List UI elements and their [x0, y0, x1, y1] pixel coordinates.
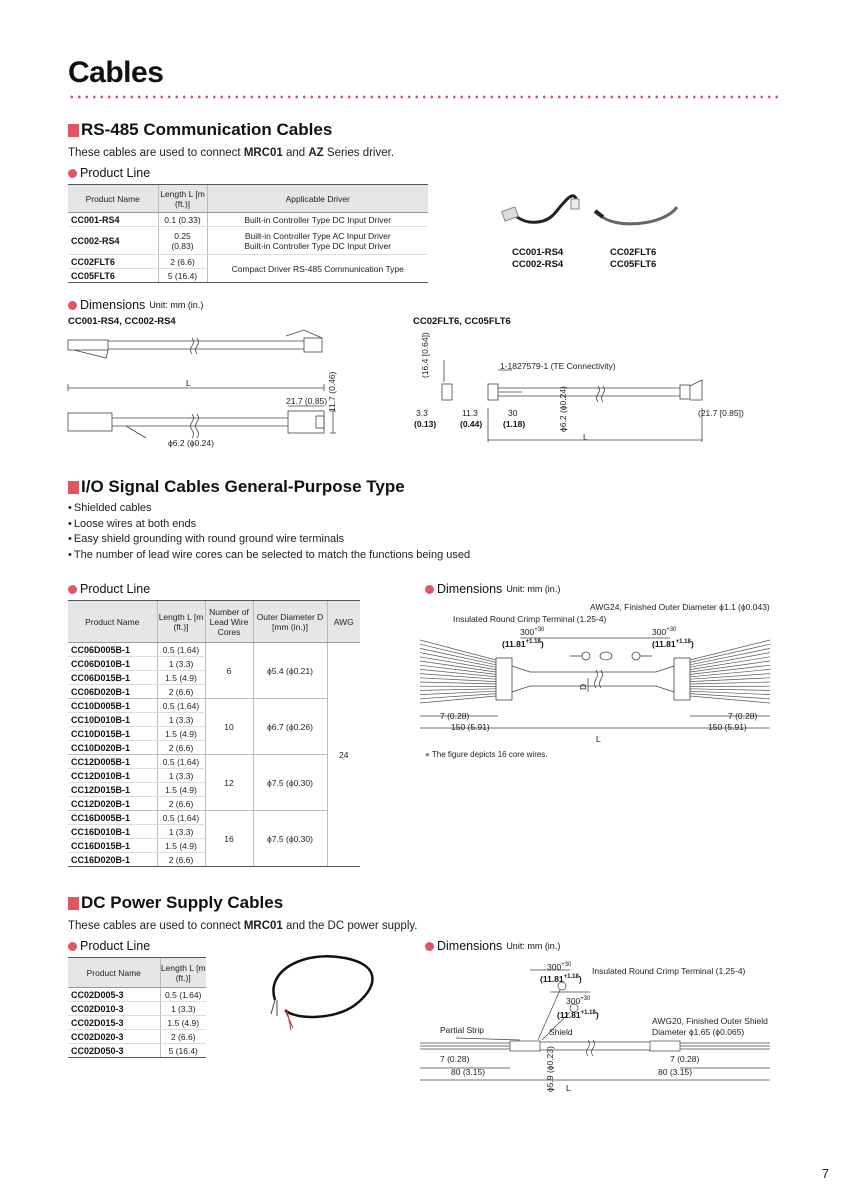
- connector-label: 1-1827579-1 (TE Connectivity): [500, 361, 616, 371]
- dim-length: 21.7 (0.85): [286, 396, 328, 406]
- red-dot-icon: [68, 585, 77, 594]
- col-header: Applicable Driver: [207, 185, 428, 213]
- col-header: Length L [m (ft.)]: [158, 185, 207, 213]
- io-heading: I/O Signal Cables General-Purpose Type: [68, 477, 405, 497]
- dotted-divider: [68, 95, 783, 99]
- dim-c-in: (1.18): [503, 419, 526, 429]
- col-header: AWG: [327, 601, 360, 643]
- rs485-product-line-heading: Product Line: [68, 166, 150, 180]
- dc-heading: DC Power Supply Cables: [68, 893, 283, 913]
- red-dot-icon: [68, 942, 77, 951]
- dc-description: These cables are used to connect MRC01 and the DC power supply.: [68, 920, 418, 932]
- dim-150-left: 150 (5.91): [451, 722, 490, 732]
- dc-dim-300-b: $300^{+30}$: [566, 996, 591, 1006]
- photo-label: CC001-RS4: [512, 247, 564, 258]
- dim-D: D: [578, 683, 588, 690]
- table-row: CC12D005B-1 0.5 (1.64) 12 ϕ7.5 (ϕ0.30): [68, 755, 360, 769]
- dim-300-in-left: $(11.81^{+1.18})$: [502, 639, 544, 649]
- dim-b: 11.3: [462, 408, 478, 418]
- dc-dim-strip-right: 7 (0.28): [670, 1054, 700, 1064]
- dim-height: 11.7 (0.46): [327, 371, 337, 412]
- list-item: • Loose wires at both ends: [68, 517, 470, 533]
- shield-label: Shield: [549, 1027, 573, 1037]
- dc-dim-80-left: 80 (3.15): [451, 1067, 486, 1077]
- io-product-line-heading: Product Line: [68, 582, 150, 596]
- list-item: • The number of lead wire cores can be selected to match the functions being used: [68, 548, 470, 564]
- page-title: Cables: [68, 56, 164, 89]
- dim-L: L: [186, 378, 191, 388]
- dim-300-left: $300^{+30}$: [520, 627, 545, 637]
- dim-height-right: (16.4 [0.64]): [420, 332, 430, 378]
- red-dot-icon: [68, 169, 77, 178]
- dim-300-right: $300^{+30}$: [652, 627, 677, 637]
- io-product-table: [68, 600, 360, 867]
- photo-label: CC02FLT6: [610, 247, 657, 258]
- table-row: CC06D005B-1 0.5 (1.64) 6 ϕ5.4 (ϕ0.21) 24: [68, 643, 360, 657]
- table-row: CC12D015B-1 1.5 (4.9): [68, 783, 360, 797]
- dim-title-left: CC001-RS4, CC002-RS4: [68, 316, 176, 327]
- dim-a-in: (0.13): [414, 419, 437, 429]
- dc-dim-300-a-in: $(11.81^{+1.18})$: [540, 974, 582, 984]
- table-row: CC02D050-3 5 (16.4): [68, 1044, 206, 1058]
- table-row: CC002-RS4 0.25 (0.83) Built-in Controller Type AC Input Driver Built-in Controller Type DC Input Driver: [68, 227, 428, 255]
- rs485-description: These cables are used to connect MRC01 and AZ Series driver.: [68, 147, 395, 159]
- table-row: CC12D020B-1 2 (6.6): [68, 797, 360, 811]
- col-header: Length L [m (ft.)]: [157, 601, 205, 643]
- col-header: Product Name: [68, 601, 157, 643]
- col-header: Product Name: [68, 185, 158, 213]
- dc-cable-photo: [265, 950, 380, 1035]
- rs485-dimensions-heading: Dimensions Unit: mm (in.): [68, 298, 203, 312]
- table-row: CC06D015B-1 1.5 (4.9): [68, 671, 360, 685]
- dim-L-right: L: [583, 432, 588, 442]
- photo-label: CC002-RS4: [512, 259, 564, 270]
- col-header: Outer Diameter D [mm (in.)]: [253, 601, 327, 643]
- red-dot-icon: [425, 942, 434, 951]
- col-header: Product Name: [68, 958, 160, 988]
- dim-L-io: L: [596, 734, 601, 744]
- table-row: CC06D020B-1 2 (6.6): [68, 685, 360, 699]
- red-square-icon: [68, 124, 79, 137]
- table-row: CC02D020-3 2 (6.6): [68, 1030, 206, 1044]
- table-row: CC10D005B-1 0.5 (1.64) 10 ϕ6.7 (ϕ0.26): [68, 699, 360, 713]
- io-figure-note: ● The figure depicts 16 core wires.: [425, 750, 548, 759]
- table-row: CC16D005B-1 0.5 (1.64) 16 ϕ7.5 (ϕ0.30): [68, 811, 360, 825]
- dc-dim-300-b-in: $(11.81^{+1.18})$: [557, 1010, 599, 1020]
- table-row: CC10D015B-1 1.5 (4.9): [68, 727, 360, 741]
- table-row: CC05FLT6 5 (16.4): [68, 269, 428, 283]
- table-row: CC10D020B-1 2 (6.6): [68, 741, 360, 755]
- dc-awg-label-a: AWG20, Finished Outer Shield: [652, 1016, 768, 1026]
- dim-end: (21.7 [0.85]): [698, 408, 744, 418]
- dim-300-in-right: $(11.81^{+1.18})$: [652, 639, 694, 649]
- dim-150-right: 150 (5.91): [708, 722, 747, 732]
- dim-c: 30: [508, 408, 518, 418]
- red-square-icon: [68, 897, 79, 910]
- table-row: CC16D020B-1 2 (6.6): [68, 853, 360, 867]
- dim-diameter: ϕ6.2 (ϕ0.24): [168, 438, 214, 448]
- dim-dia-right: ϕ6.2 (ϕ0.24): [558, 386, 568, 432]
- table-row: CC16D010B-1 1 (3.3): [68, 825, 360, 839]
- red-dot-icon: [425, 585, 434, 594]
- dc-dim-dia: ϕ5.9 (ϕ0.23): [545, 1046, 555, 1092]
- dc-awg-label-b: Diameter ϕ1.65 (ϕ0.065): [652, 1027, 745, 1037]
- table-row: CC06D010B-1 1 (3.3): [68, 657, 360, 671]
- dim-strip-left: 7 (0.28): [440, 711, 470, 721]
- table-row: CC02FLT6 2 (6.6) Compact Driver RS-485 Communication Type: [68, 255, 428, 269]
- list-item: • Easy shield grounding with round ground wire terminals: [68, 532, 470, 548]
- page-number: 7: [821, 1166, 829, 1181]
- dim-b-in: (0.44): [460, 419, 483, 429]
- rs485-product-table: [68, 184, 428, 283]
- red-square-icon: [68, 481, 79, 494]
- dc-dimensions-heading: Dimensions Unit: mm (in.): [425, 939, 560, 953]
- table-row: CC02D005-3 0.5 (1.64): [68, 988, 206, 1002]
- dc-product-table: [68, 957, 206, 1058]
- table-row: CC001-RS4 0.1 (0.33) Built-in Controller Type DC Input Driver: [68, 213, 428, 227]
- dim-title-right: CC02FLT6, CC05FLT6: [413, 316, 511, 327]
- dim-strip-right: 7 (0.28): [728, 711, 758, 721]
- list-item: • Shielded cables: [68, 501, 470, 517]
- rs485-left-drawing: [66, 326, 366, 451]
- io-dimensions-heading: Dimensions Unit: mm (in.): [425, 582, 560, 596]
- photo-label: CC05FLT6: [610, 259, 657, 270]
- partial-strip-label: Partial Strip: [440, 1025, 484, 1035]
- dc-dim-80-right: 80 (3.15): [658, 1067, 693, 1077]
- table-row: CC10D010B-1 1 (3.3): [68, 713, 360, 727]
- col-header: Number of Lead Wire Cores: [205, 601, 253, 643]
- col-header: Length L [m (ft.)]: [160, 958, 206, 988]
- dc-product-line-heading: Product Line: [68, 939, 150, 953]
- dim-a: 3.3: [416, 408, 428, 418]
- table-row: CC02D010-3 1 (3.3): [68, 1002, 206, 1016]
- terminal-label: Insulated Round Crimp Terminal (1.25-4): [453, 614, 607, 624]
- dc-dim-L: L: [566, 1083, 571, 1093]
- awg-label: AWG24, Finished Outer Diameter ϕ1.1 (ϕ0.043): [590, 602, 770, 612]
- rs485-cable-photo: [495, 185, 695, 245]
- table-row: CC16D015B-1 1.5 (4.9): [68, 839, 360, 853]
- io-feature-list: [68, 501, 470, 563]
- red-dot-icon: [68, 301, 77, 310]
- dc-dim-strip-left: 7 (0.28): [440, 1054, 470, 1064]
- table-row: CC02D015-3 1.5 (4.9): [68, 1016, 206, 1030]
- rs485-heading: RS-485 Communication Cables: [68, 120, 332, 140]
- dc-terminal-label: Insulated Round Crimp Terminal (1.25-4): [592, 966, 746, 976]
- table-row: CC12D010B-1 1 (3.3): [68, 769, 360, 783]
- dc-dim-300-a: $300^{+30}$: [547, 962, 572, 972]
